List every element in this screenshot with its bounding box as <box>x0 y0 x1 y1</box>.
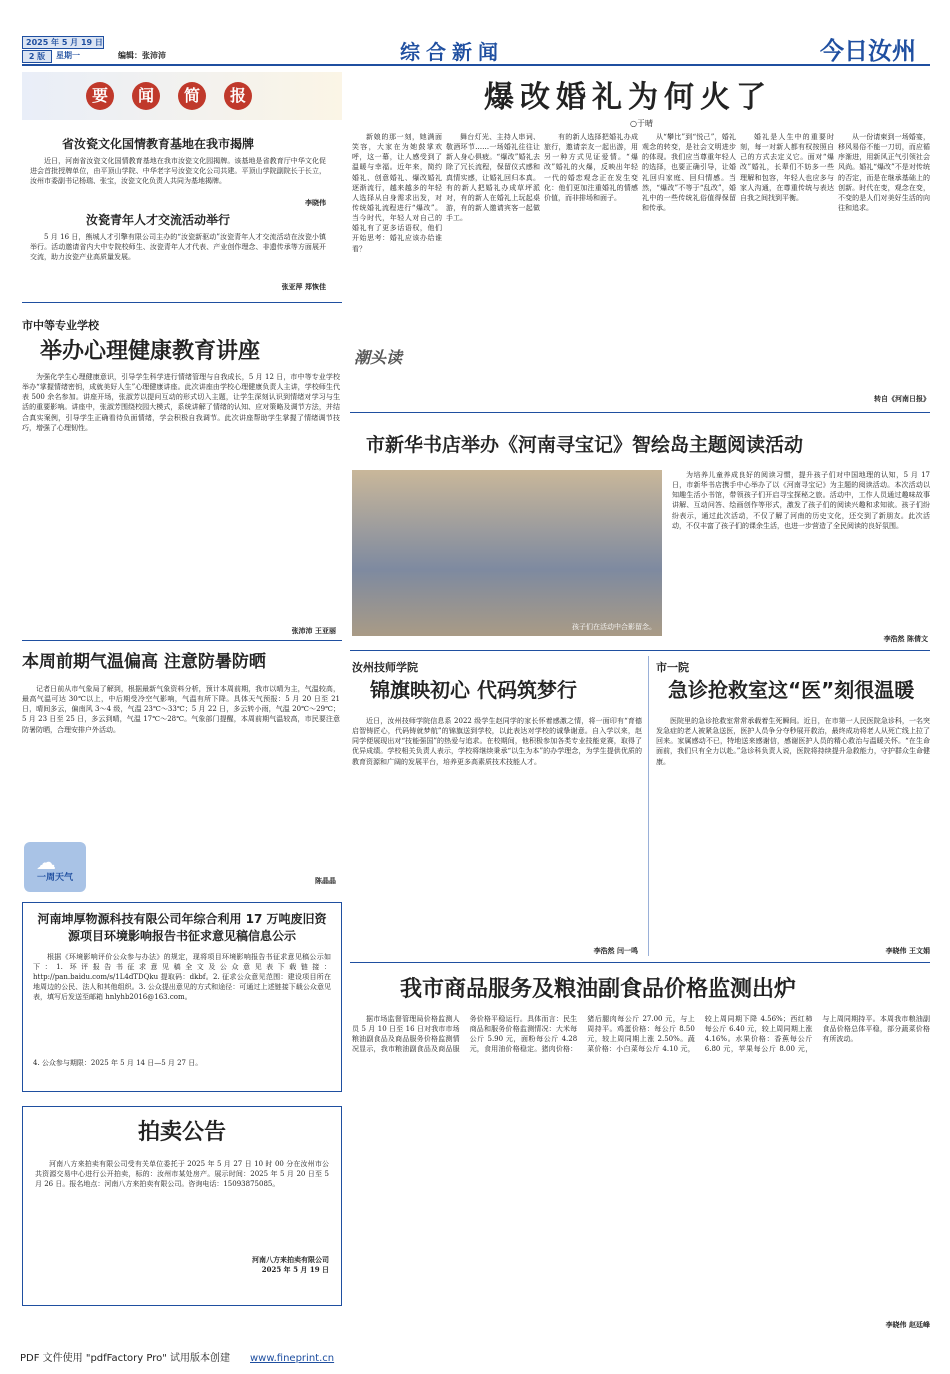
auction-title: 拍卖公告 <box>137 1120 226 1145</box>
price-title: 我市商品服务及粮油副食品价格监测出炉 <box>400 976 797 1002</box>
header-date-box: 2025 年 5 月 19 日 <box>22 36 104 49</box>
brief-banner <box>22 72 342 120</box>
feature-title: 爆改婚礼为何火了 <box>484 80 772 115</box>
price-body: 据市场监督管理局价格监测人员 5 月 10 日至 16 日对我市市场粮油副食品及商品服务价格监测情况显示，我市粮油副食品及商品服务价格平稳运行。具体而言：民生商品和服务价格监测情况：大米每公斤 5.90 元，面粉每公斤 4.28 元，食用油价格稳定。猪肉价格：猪后腿肉每公斤 27.00 元，与上周持平。鸡蛋价格：每公斤 8.50 元，较上周同期上涨 2.50%。蔬菜价格：小白菜每公斤 4.10 元，较上周同期下降 4.56%；西红柿每公斤 6.40 元，较上周同期上涨 4.16%。水果价格：香蕉每公斤 6.80 元，苹果每公斤 8.00 元，与上周同期持平。本周我市粮油副食品价格总体平稳，部分蔬菜价格有所波动。 <box>352 1015 930 1054</box>
feature-column-badge: 潮头读 <box>354 348 403 367</box>
feature-col: 婚礼是人生中的重要时刻，每一对新人都有权按照自己的方式去定义它。面对“爆改”婚礼，长辈们不妨多一些理解和包容，年轻人也应多与家人沟通，在尊重传统与表达自我之间找到平衡。 <box>740 133 834 202</box>
brief-item-title: 汝瓷青年人才交流活动举行 <box>86 213 231 227</box>
auction-box <box>22 1106 342 1306</box>
brief-char-1: 要 <box>86 82 114 110</box>
notice-title: 河南坤厚物源科技有限公司年综合利用 17 万吨废旧资源项目环境影响报告书征求意见稿信息公示 <box>37 912 327 944</box>
auction-date: 2025 年 5 月 19 日 <box>261 1265 329 1275</box>
divider <box>350 412 930 413</box>
price-byline: 李晓伟 赵廷峰 <box>885 1320 930 1329</box>
feature-byline: 转自《河南日报》 <box>874 394 930 403</box>
brief-item-body: 5 月 16 日，熊城人才引擎有限公司主办的“汝瓷新驱动”汝瓷青年人才交流活动在汝瓷小镇举行。活动邀请省内大中专院校师生、汝瓷青年人才代表、产业创作理念、非遗传承等方面展开交流，助力汝瓷产业高质量发展。 <box>30 233 326 262</box>
divider <box>22 302 342 303</box>
hospital-body: 医院里的急诊抢救室常常承载着生死瞬间。近日，在市第一人民医院急诊科，一名突发急症的老人被紧急送医，医护人员争分夺秒展开救治，最终成功将老人从死亡线上拉了回来。家属感动不已，特地送来感谢信，感谢医护人员的精心救治与温暖关怀。“在生命面前，我们只有全力以赴。”急诊科负责人说，医院将持续提升急救能力，守护群众生命健康。 <box>656 717 930 766</box>
feature-col: 新娘的那一刻，她满面笑容，大家在为她鼓掌欢呼，这一幕，让人感受到了温暖与幸福。近年来，简约婚礼、创意婚礼、爆改婚礼逐渐流行，越来越多的年轻人选择从自身需求出发，对传统婚礼流程进行“爆改”。当今时代，年轻人对自己的婚礼有了更多话语权，他们开始思考：婚礼应该办给谁看？ <box>352 133 442 253</box>
divider <box>350 962 930 963</box>
header-editor: 编辑：张沛沛 <box>118 51 166 60</box>
notice-body: 根据《环境影响评价公众参与办法》的规定，现将项目环境影响报告书征求意见稿公示如下：1. 环评报告书征求意见稿全文及公众意见表下载链接：http://pan.baidu.com/s/1L4dTDQku 提取码：dkbf。2. 征求公众意见范围：建设项目所在地周边的公民、法人和其他组织。3. 公众提出意见的方式和途径：可通过上述链接下载公众意见表，填写后发送至邮箱 hnlyhb2016@163.com。 <box>33 952 331 1002</box>
weather-body: 记者日前从市气象局了解到，根据最新气象资料分析，预计本周前期，我市以晴为主，气温较高，最高气温可达 30℃以上，中后期受冷空气影响，气温有所下降。具体天气预报：5 月 20 日至 21 日，晴间多云，偏南风 3～4 级，气温 23℃～33℃；5 月 22 日，多云转小雨，气温 20℃～29℃；5 月 23 日至 25 日，多云到晴，气温 17℃～28℃。气象部门提醒，本周前期气温较高，市民要注意防暑防晒，合理安排户外活动。 <box>22 685 340 734</box>
tech-title: 锦旗映初心 代码筑梦行 <box>370 678 577 702</box>
brief-item-title: 省汝瓷文化国情教育基地在我市揭牌 <box>62 137 255 151</box>
tech-byline: 李浩然 闫一鸣 <box>593 946 638 955</box>
xinhua-title: 市新华书店举办《河南寻宝记》智绘岛主题阅读活动 <box>366 434 804 456</box>
header-page-box: 2 版 <box>22 50 52 63</box>
header-rule <box>22 64 930 66</box>
divider <box>648 656 649 956</box>
brief-item-byline: 李晓伟 <box>305 198 326 207</box>
footer-text: PDF 文件使用 "pdfFactory Pro" 试用版本创建 <box>20 1353 231 1364</box>
feature-col: 有的新人选择把婚礼办成旅行，邀请亲友一起出游，用另一种方式见证爱情。“爆改”婚礼的火爆，反映出年轻一代的婚恋观念正在发生变化：他们更加注重婚礼的情感价值，而非排场和面子。 <box>544 133 638 202</box>
feature-col: 从一份请柬到一场婚宴，移风易俗不能一刀切，而应循序渐进，用新风正气引领社会风尚。婚礼“爆改”不是对传统的否定，而是在继承基础上的创新。时代在变，观念在变，不变的是人们对美好生活的向往和追求。 <box>838 133 930 212</box>
xinhua-photo <box>352 470 662 636</box>
brief-char-4: 报 <box>224 82 252 110</box>
feature-col: 从“攀比”到“悦己”，婚礼观念的转变，是社会文明进步的体现。我们应当尊重年轻人的选择，也要正确引导，让婚礼回归家庭、回归情感。当然，“爆改”不等于“乱改”，婚礼中的一些传统礼俗值得保留和传承。 <box>642 133 736 212</box>
tech-body: 近日，汝州技师学院信息系 2022 级学生赵同学的家长怀着感激之情，将一面印有“育德启智铸匠心，代码铸就梦航”的锦旗送到学校，以此表达对学校的诚挚谢意。自入学以来，赵同学便展现出对“技能强国”的热爱与追求。在校期间，他积极参加各类专业技能竞赛，取得了优异成绩。学校相关负责人表示，学校将继续秉承“以生为本”的办学理念，为学生提供优质的教育资源和广阔的发展平台，培养更多高素质技术技能人才。 <box>352 717 642 766</box>
divider <box>22 640 342 641</box>
brand-logo: 今日汝州 <box>820 36 916 65</box>
notice-box <box>22 902 342 1092</box>
divider <box>350 650 930 651</box>
weather-badge <box>24 842 86 892</box>
auction-body: 河南八方来拍卖有限公司受有关单位委托于 2025 年 5 月 27 日 10 时 00 分在汝州市公共资源交易中心进行公开拍卖，标的：汝州市某处房产。展示时间：2025 年 5 月 20 日至 5 月 26 日。报名地点：河南八方来拍卖有限公司。咨询电话：15093875085。 <box>35 1159 329 1189</box>
footer-link[interactable]: www.fineprint.cn <box>250 1353 335 1364</box>
hospital-kicker: 市一院 <box>656 661 689 674</box>
school-byline: 张沛沛 王亚丽 <box>291 626 336 635</box>
auction-signer: 河南八方来拍卖有限公司 <box>252 1254 329 1264</box>
weather-title: 本周前期气温偏高 注意防暑防晒 <box>22 652 266 672</box>
school-kicker: 市中等专业学校 <box>22 319 99 332</box>
hospital-byline: 李晓伟 王文娟 <box>885 946 930 955</box>
brief-item-byline: 张亚萍 郑恢佳 <box>281 282 326 291</box>
xinhua-body: 为培养儿童养成良好的阅读习惯，提升孩子们对中国地理的认知，5 月 17 日，市新华书店携手中心举办了以《河南寻宝记》为主题的阅读活动。本次活动以知趣生活小书馆，带领孩子们开启寻宝探秘之旅。活动中，工作人员通过趣味故事讲解、互动问答、绘画创作等形式，激发了孩子们的阅读兴趣和求知欲。孩子们纷纷表示，通过此次活动，不仅了解了河南的历史文化，还交到了新朋友。此次活动，不仅丰富了孩子们的课余生活，也进一步营造了全民阅读的良好氛围。 <box>672 471 930 530</box>
hospital-title: 急诊抢救室这“医”刻很温暖 <box>668 678 915 702</box>
notice-period: 4. 公众参与期限：2025 年 5 月 14 日—5 月 27 日。 <box>33 1058 203 1067</box>
school-title: 举办心理健康教育讲座 <box>40 339 261 364</box>
xinhua-caption: 孩子们在活动中合影留念。 <box>572 622 656 631</box>
section-title: 综合新闻 <box>400 40 504 64</box>
feature-col: 舞台灯光、主持人串词、敬酒环节……一场婚礼往往让新人身心俱疲。“爆改”婚礼去除了冗长流程，保留仪式感和真情实感，让婚礼回归本真。有的新人把婚礼办成草坪派对，有的新人在婚礼上玩起桌游，有的新人邀请宾客一起做手工。 <box>446 133 540 223</box>
feature-author: ○于晴 <box>630 119 653 128</box>
header-weekday: 星期一 <box>56 51 80 60</box>
cloud-icon: ☁ <box>36 850 56 874</box>
xinhua-byline: 李浩然 陈倩文 <box>883 634 928 643</box>
school-body: 为强化学生心理健康意识，引导学生科学进行情绪管理与自我成长，5 月 12 日，市中等专业学校举办“掌握情绪密钥，成就美好人生”心理健康讲座。此次讲座由学校心理健康负责人主讲，学校师生代表 500 余名参加。讲座开场，张淑芳以提问互动的形式切入主题，让学生深刻认识到情绪对学习与生活的重要影响。讲座中，张淑芳围绕校园大模式，系统讲解了情绪的认知、应对策略及调节方法，并结合真实案例，引导学生正确看待负面情绪，学会积极自我调节。此次讲座帮助学生掌握了情绪调节技巧，增强了心理韧性。 <box>22 373 340 432</box>
brief-char-2: 闻 <box>132 82 160 110</box>
weather-badge-label: 一周天气 <box>36 873 73 883</box>
brief-char-3: 简 <box>178 82 206 110</box>
tech-kicker: 汝州技师学院 <box>352 661 418 674</box>
brief-item-body: 近日，河南省汝瓷文化国情教育基地在我市汝瓷文化园揭牌。该基地是省教育厅中华文化促进会首批授牌单位，由平顶山学院、中华老字号汝瓷文化公司共建。平顶山学院副院长于长立，汝州市委副书记杨瑞、张宝，汝瓷文化负责人共同为基地揭牌。 <box>30 157 326 186</box>
weather-byline: 陈晶晶 <box>315 876 336 885</box>
